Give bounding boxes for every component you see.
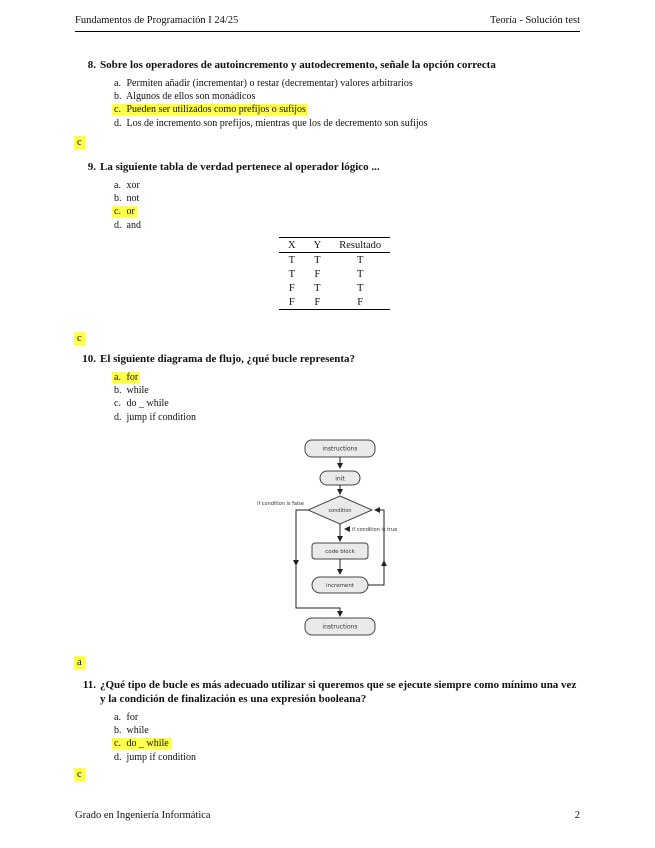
question-title bbox=[80, 160, 582, 174]
truth-table bbox=[279, 237, 390, 310]
question-text: El siguiente diagrama de flujo, ¿qué bucle representa? bbox=[100, 353, 356, 365]
option-label: c. bbox=[114, 206, 121, 218]
option-row bbox=[112, 77, 582, 90]
flowchart-false-branch bbox=[296, 510, 340, 616]
option-row bbox=[112, 397, 582, 410]
option-row bbox=[112, 711, 582, 724]
flowchart-node-label: condition bbox=[328, 508, 352, 514]
header-course-title: Fundamentos de Programación I 24/25 bbox=[75, 15, 239, 26]
option-label: b. bbox=[114, 725, 122, 737]
table-row bbox=[279, 295, 390, 310]
option-label: d. bbox=[114, 751, 122, 763]
option-text: Permiten añadir (incrementar) o restar (decrementar) valores arbitrarios bbox=[126, 78, 413, 89]
page-number: 2 bbox=[574, 810, 580, 821]
option-text: while bbox=[126, 725, 149, 737]
option-text: do _ while bbox=[126, 398, 169, 410]
answer-marker-q8: c bbox=[74, 136, 85, 149]
option-row bbox=[112, 103, 582, 116]
question-text: Sobre los operadores de autoincremento y autodecremento, señale la opción correcta bbox=[100, 59, 496, 71]
option-text: while bbox=[126, 385, 149, 397]
flowchart-false-label: if condition is false bbox=[257, 501, 304, 507]
options-list bbox=[112, 711, 582, 764]
option-text: xor bbox=[126, 180, 140, 191]
table-cell: T bbox=[288, 254, 295, 266]
question-title bbox=[80, 58, 582, 72]
flowchart-arrowhead-up bbox=[381, 560, 387, 566]
table-row bbox=[279, 267, 390, 281]
question-10 bbox=[80, 352, 582, 424]
option-row bbox=[112, 179, 582, 192]
answer-marker-q9: c bbox=[74, 332, 85, 345]
option-row bbox=[112, 737, 582, 750]
table-row bbox=[279, 253, 390, 268]
options-list bbox=[112, 371, 582, 424]
option-label: c. bbox=[114, 738, 121, 750]
question-text: La siguiente tabla de verdad pertenece al operador lógico ... bbox=[100, 161, 380, 173]
header-doc-title: Teoría - Solución test bbox=[490, 15, 580, 26]
option-label: a. bbox=[114, 712, 121, 723]
question-number: 11. bbox=[82, 679, 96, 691]
option-row bbox=[112, 371, 582, 384]
table-cell: F bbox=[288, 282, 295, 294]
option-text: Los de incremento son prefijos, mientras que los de decremento son sufijos bbox=[126, 117, 428, 129]
option-label: d. bbox=[114, 219, 122, 231]
table-cell: T bbox=[288, 268, 295, 280]
table-cell: T bbox=[356, 268, 364, 280]
table-cell: F bbox=[279, 295, 305, 310]
option-row bbox=[112, 117, 582, 130]
option-text: or bbox=[126, 206, 135, 218]
question-8 bbox=[80, 58, 582, 130]
table-cell: F bbox=[305, 295, 331, 310]
question-11 bbox=[80, 678, 582, 764]
option-label: a. bbox=[114, 180, 121, 191]
option-label: d. bbox=[114, 117, 122, 129]
table-header-cell: Y bbox=[305, 238, 331, 253]
table-cell: T bbox=[314, 282, 321, 294]
flowchart-true-label: if condition is true bbox=[352, 527, 398, 533]
flowchart-node-label: increment bbox=[326, 583, 354, 589]
option-row bbox=[112, 751, 582, 764]
option-text: do _ while bbox=[126, 738, 169, 750]
table-row bbox=[279, 281, 390, 295]
option-label: c. bbox=[114, 104, 121, 116]
option-label: b. bbox=[114, 193, 122, 205]
question-text: ¿Qué tipo de bucle es más adecuado utilizar si queremos que se ejecute siempre como mínimo una vez y la condición de finalización es una expresión booleana? bbox=[100, 679, 577, 705]
option-row bbox=[112, 724, 582, 737]
option-label: a. bbox=[114, 372, 121, 383]
header-rule bbox=[75, 31, 580, 32]
option-text: jump if condition bbox=[126, 751, 196, 763]
option-label: d. bbox=[114, 411, 122, 423]
answer-marker-q11: c bbox=[74, 768, 85, 781]
question-number: 10. bbox=[82, 353, 96, 365]
table-header-cell: X bbox=[279, 238, 305, 253]
answer-marker-q10: a bbox=[74, 656, 85, 669]
options-list bbox=[112, 77, 582, 130]
option-row bbox=[112, 411, 582, 424]
table-cell: F bbox=[330, 295, 390, 310]
question-9 bbox=[80, 160, 582, 232]
option-row bbox=[112, 192, 582, 205]
option-text: jump if condition bbox=[126, 411, 196, 423]
option-text: Algunos de ellos son monádicos bbox=[125, 91, 256, 103]
table-cell: T bbox=[356, 282, 364, 294]
option-text: for bbox=[126, 712, 139, 723]
option-row bbox=[112, 90, 582, 103]
option-label: a. bbox=[114, 78, 121, 89]
option-row bbox=[112, 205, 582, 218]
option-row bbox=[112, 384, 582, 397]
flowchart-node-label: code block bbox=[325, 549, 355, 555]
question-number: 9. bbox=[87, 161, 96, 173]
table-header-cell: Resultado bbox=[330, 238, 390, 253]
flowchart-node-label: instructions bbox=[322, 445, 358, 453]
table-cell: T bbox=[314, 254, 321, 266]
question-title bbox=[80, 678, 582, 706]
option-label: b. bbox=[114, 385, 122, 397]
table-cell: F bbox=[314, 268, 321, 280]
option-label: c. bbox=[114, 398, 121, 410]
truth-table-header-row bbox=[279, 238, 390, 253]
option-label: b. bbox=[114, 91, 122, 103]
loop-flowchart bbox=[248, 436, 398, 646]
option-text: not bbox=[126, 193, 140, 205]
options-list bbox=[112, 179, 582, 232]
option-text: and bbox=[126, 219, 141, 231]
option-row bbox=[112, 219, 582, 232]
flowchart-arrowhead-down bbox=[293, 560, 299, 566]
flowchart-node-label: init bbox=[335, 475, 345, 483]
flowchart-loopback bbox=[368, 510, 384, 585]
question-title bbox=[80, 352, 582, 366]
option-text: Pueden ser utilizados como prefijos o sufijos bbox=[126, 104, 306, 116]
table-cell: T bbox=[356, 254, 364, 266]
flowchart-node-label: instructions bbox=[322, 623, 358, 631]
footer-degree: Grado en Ingeniería Informática bbox=[75, 810, 211, 821]
question-number: 8. bbox=[87, 59, 96, 71]
option-text: for bbox=[126, 372, 139, 383]
